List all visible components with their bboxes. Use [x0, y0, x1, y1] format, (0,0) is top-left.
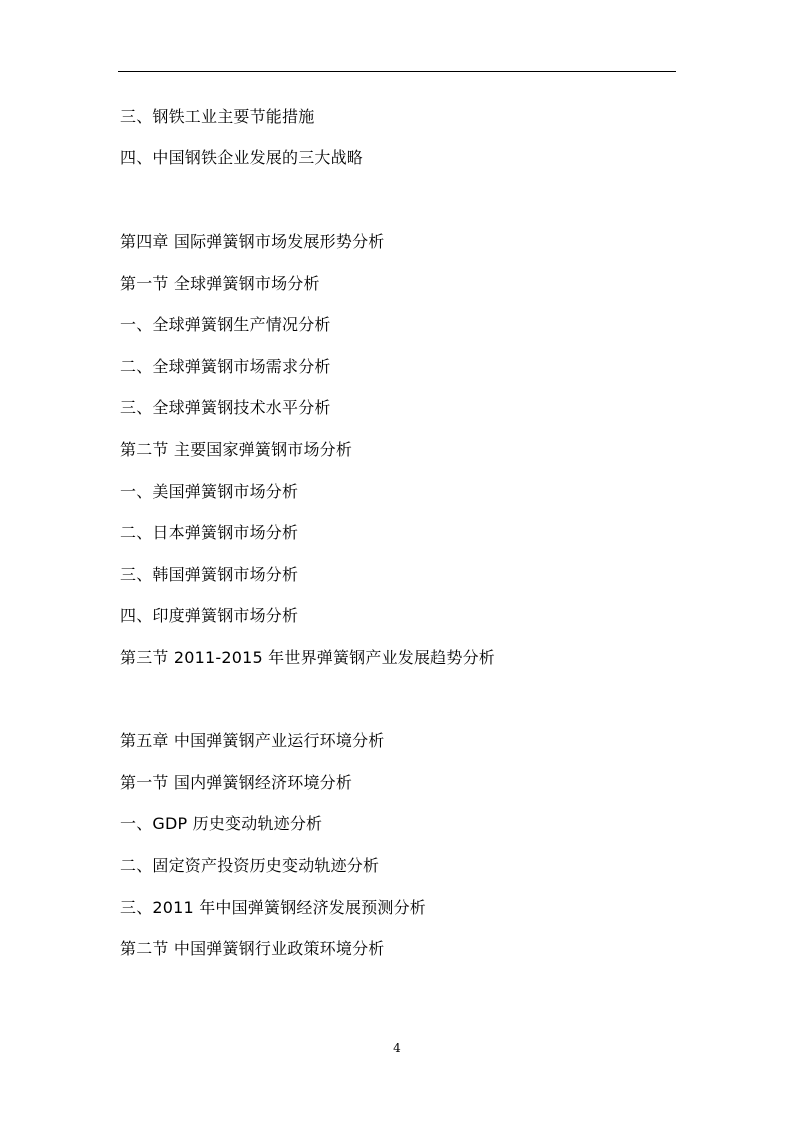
page-number: 4 — [393, 1041, 401, 1055]
toc-item: 四、中国钢铁企业发展的三大战略 — [120, 148, 364, 167]
toc-item: 二、固定资产投资历史变动轨迹分析 — [120, 856, 380, 875]
toc-item: 一、全球弹簧钢生产情况分析 — [120, 315, 331, 334]
toc-item: 四、印度弹簧钢市场分析 — [120, 606, 299, 625]
toc-item: 三、钢铁工业主要节能措施 — [120, 107, 315, 126]
toc-section-heading: 第二节 主要国家弹簧钢市场分析 — [120, 440, 353, 459]
toc-item: 三、韩国弹簧钢市场分析 — [120, 565, 299, 584]
header-rule — [118, 71, 676, 72]
toc-item: 二、全球弹簧钢市场需求分析 — [120, 357, 331, 376]
toc-item: 一、GDP 历史变动轨迹分析 — [120, 814, 323, 833]
toc-chapter-heading: 第四章 国际弹簧钢市场发展形势分析 — [120, 232, 385, 251]
toc-section-heading: 第一节 国内弹簧钢经济环境分析 — [120, 773, 353, 792]
toc-section-heading: 第二节 中国弹簧钢行业政策环境分析 — [120, 939, 385, 958]
toc-item: 三、2011 年中国弹簧钢经济发展预测分析 — [120, 898, 427, 917]
toc-item: 三、全球弹簧钢技术水平分析 — [120, 398, 331, 417]
toc-item: 一、美国弹簧钢市场分析 — [120, 482, 299, 501]
toc-section-heading: 第一节 全球弹簧钢市场分析 — [120, 274, 320, 293]
toc-item: 二、日本弹簧钢市场分析 — [120, 523, 299, 542]
toc-section-heading: 第三节 2011-2015 年世界弹簧钢产业发展趋势分析 — [120, 648, 495, 667]
toc-chapter-heading: 第五章 中国弹簧钢产业运行环境分析 — [120, 731, 385, 750]
